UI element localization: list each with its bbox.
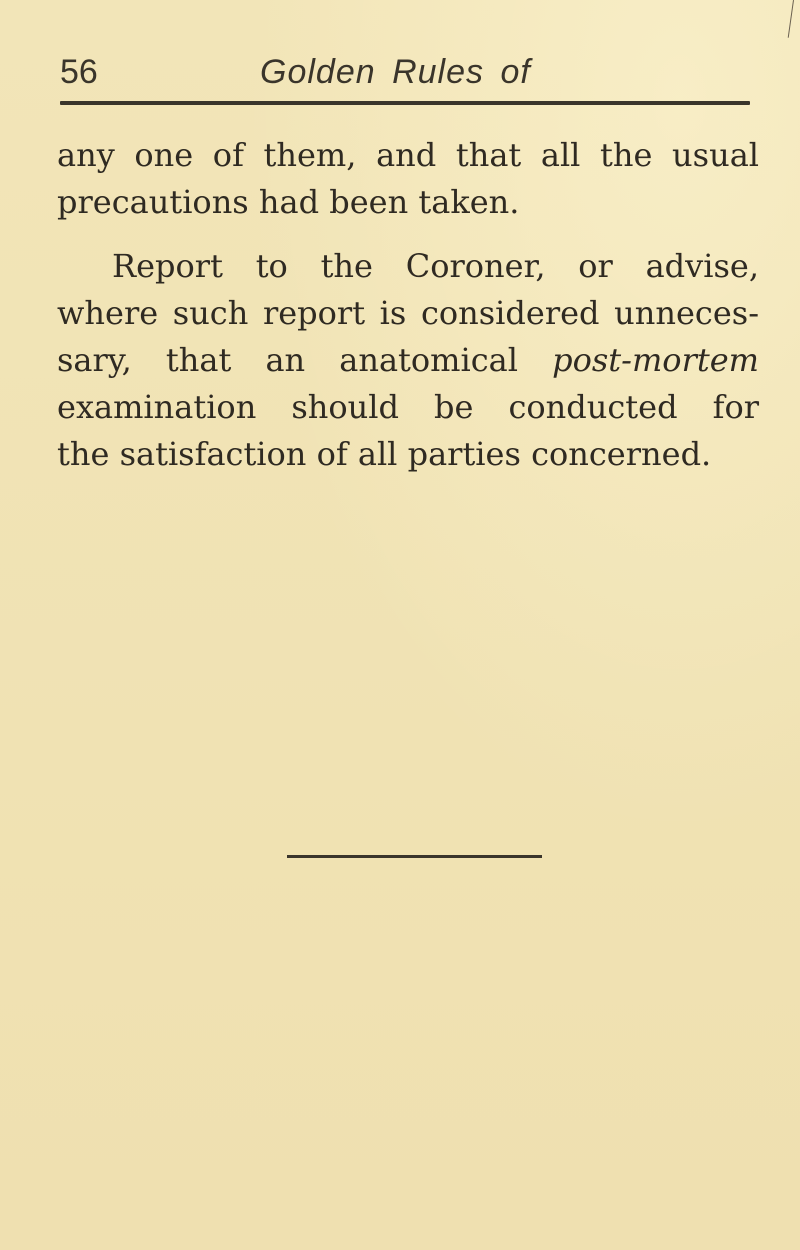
text-line: any one of them, and that all the usual (57, 136, 759, 174)
text-segment: sary, that an anatomical (57, 341, 553, 379)
running-head-title: Golden Rules of (260, 53, 531, 91)
paragraph-1 (57, 132, 759, 226)
text-line: the satisfaction of all parties concerned. (57, 435, 712, 473)
paragraph-2 (57, 243, 759, 478)
text-line-with-italic (57, 337, 759, 384)
text-line: precautions had been taken. (57, 183, 520, 221)
page-number: 56 (60, 53, 98, 91)
text-line: where such report is considered unneces- (57, 294, 759, 332)
page-edge-mark (788, 0, 794, 38)
italic-term: post-mortem (552, 341, 759, 379)
paragraph-gap (57, 226, 759, 243)
text-line: Report to the Coroner, or advise, (112, 247, 759, 285)
body-text (57, 132, 759, 478)
running-head (60, 52, 750, 96)
header-rule (60, 101, 750, 105)
text-line: examination should be conducted for (57, 388, 759, 426)
section-end-rule (287, 855, 542, 858)
